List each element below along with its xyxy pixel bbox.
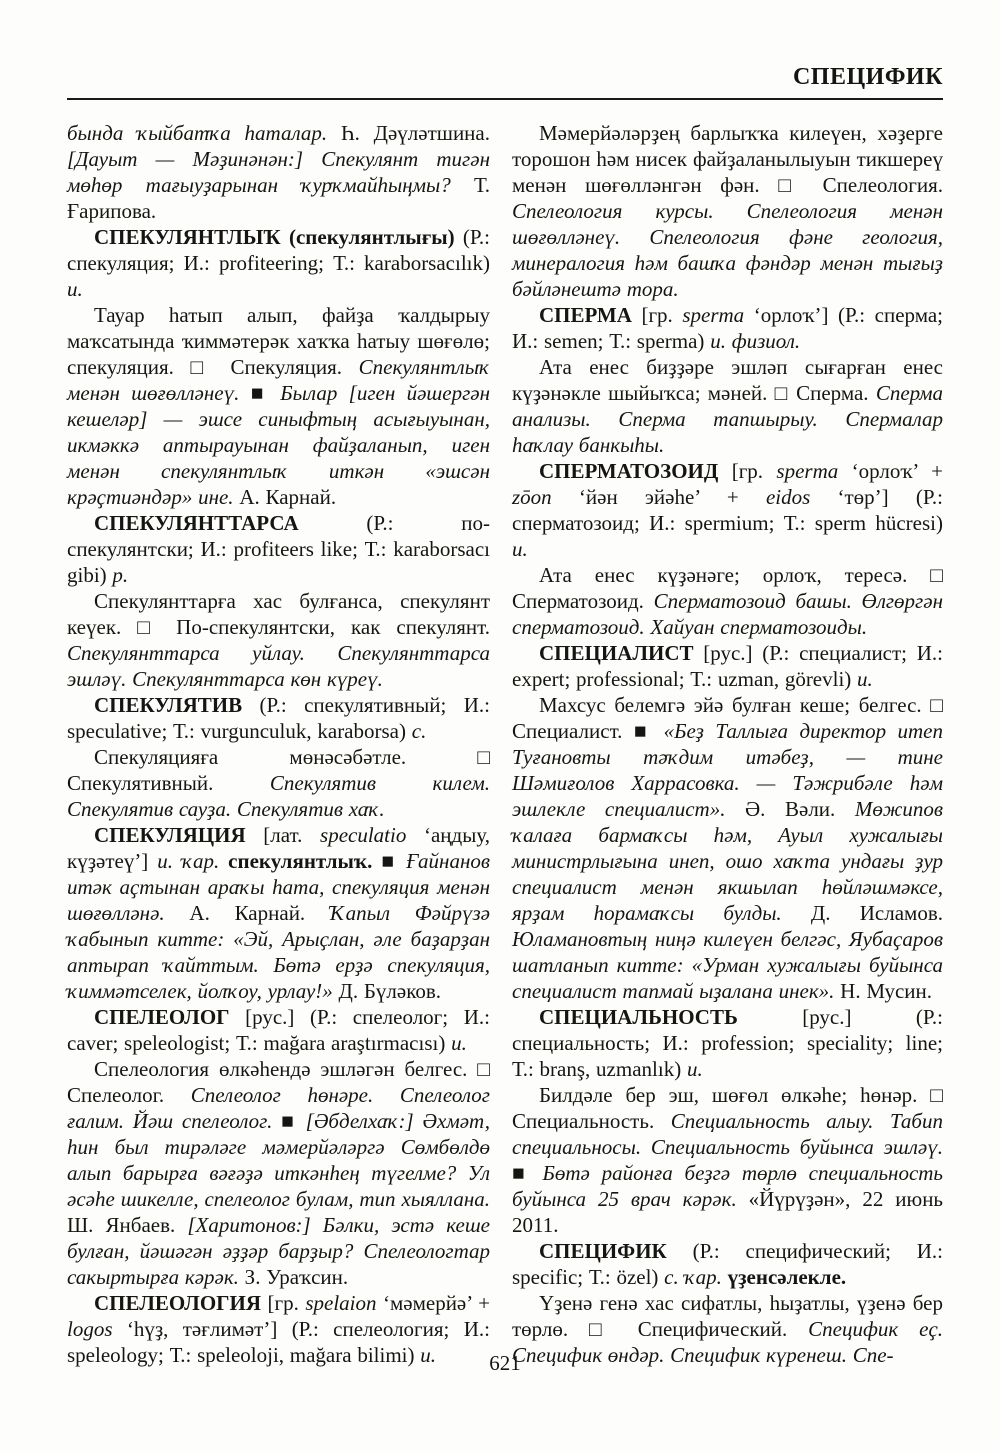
text-segment: ■ <box>512 1161 543 1185</box>
paragraph <box>512 692 943 1004</box>
text-segment: Спекулянтлыҡ менән шөғөлләнеү. <box>67 355 490 405</box>
text-segment: ‘орлоҡ’] (Р.: сперма; И.: semen; Т.: sperma) <box>512 303 943 353</box>
paragraph <box>512 1082 943 1238</box>
text-segment: и. <box>67 277 83 301</box>
text-segment: ■ <box>281 1109 306 1133</box>
paragraph <box>512 1004 943 1082</box>
paragraph <box>512 640 943 692</box>
paragraph <box>67 1004 490 1056</box>
text-segment: Спекулянттарса уйлау. Спекулянттарса эшләү. Спекулянттарса көн күреү. <box>67 641 490 691</box>
text-segment: [гр. <box>267 1291 306 1315</box>
text-columns <box>67 120 943 1368</box>
text-segment: Мәмерйәләрҙең барлыҡҡа килеүен, хәҙерге торошон һәм нисек файҙаланылыуын тикшереү менән шөғөлләнгән фән. □ Спелеология. <box>512 121 943 197</box>
text-segment: ■ <box>381 849 407 873</box>
page-footer <box>67 1350 943 1376</box>
paragraph <box>67 120 490 224</box>
text-segment: А. Карнай. <box>189 901 330 925</box>
text-segment: ‘мәмерйә’ + <box>382 1291 491 1315</box>
text-segment: үҙенсәлекле. <box>727 1265 847 1289</box>
text-segment: р. <box>112 563 129 587</box>
text-segment: Специальность алыу. Табип специальносы. Специальность буйынса эшләү. <box>512 1109 943 1159</box>
text-segment: и. <box>857 667 873 691</box>
text-segment: СПЕРМАТОЗОИД <box>539 459 732 483</box>
text-segment: [гр. <box>731 459 777 483</box>
text-segment: Юламановтың ниңә килеүен белгәс, Яубаҫаров шатланып китте: «Урман хужалығы буйынса специалист тапмай ыҙалана инек». <box>512 927 943 1003</box>
paragraph <box>512 1238 943 1290</box>
text-segment: Билдәле бер эш, шөғөл өлкәһе; һөнәр. □ Специальность. <box>512 1083 943 1133</box>
paragraph <box>67 224 490 302</box>
text-segment: Ата енес биҙҙәре эшләп сығарған енес күҙәнәкле шыйыҡса; мәней. □ Сперма. <box>512 355 943 405</box>
running-head: СПЕЦИФИК <box>792 64 943 90</box>
text-segment: СПЕЦИАЛИСТ <box>539 641 704 665</box>
left-column <box>67 120 490 1368</box>
header-rule <box>67 98 943 100</box>
text-segment: (Р.: по-спекулянтски; И.: profiteers like; Т.: karaborsacı gibi) <box>67 511 490 587</box>
text-segment: и. <box>420 1343 436 1367</box>
text-segment: Ә. Вәли. <box>745 797 855 821</box>
text-segment: ■ <box>250 381 281 405</box>
paragraph <box>512 458 943 562</box>
text-segment: [рус.] (Р.: специальность; И.: profession; speciality; line; Т.: branş, uzmanlık) <box>512 1005 943 1081</box>
text-segment: Былар [иген йәшергән кешеләр] — эшсе синыфтың асығыуынан, икмәккә аптырауынан файҙаланып, иген менән спекулянтлыҡ иткән «эшсән крәҫтиәндәр» ине. <box>67 381 490 509</box>
text-segment: Спелеолог һөнәре. Спелеолог ғалим. Йәш спелеолог. <box>67 1083 490 1133</box>
paragraph <box>67 744 490 822</box>
text-segment: Д. Исламов. <box>810 901 943 925</box>
text-segment: СПЕРМА <box>539 303 642 327</box>
paragraph <box>67 692 490 744</box>
text-segment: sperma <box>776 459 852 483</box>
text-segment: [лат. <box>263 823 321 847</box>
text-segment: СПЕКУЛЯТИВ <box>94 693 260 717</box>
text-segment: ‘һүҙ, тәғлимәт’] (Р.: спелеология; И.: speleology; Т.: speleoloji, mağara bilimi) <box>67 1317 490 1367</box>
right-column <box>512 120 943 1368</box>
text-segment: Т. Ғарипова. <box>67 173 490 223</box>
text-segment: [гр. <box>641 303 683 327</box>
text-segment: Ата енес күҙәнәге; орлоҡ, тересә. □ Сперматозоид. <box>512 563 943 613</box>
text-segment: СПЕЛЕОЛОГИЯ <box>94 1291 268 1315</box>
text-segment: Бөтә районға беҙгә төрлө специальность буйынса 25 врач кәрәк. <box>512 1161 943 1211</box>
paragraph <box>512 354 943 458</box>
paragraph <box>67 510 490 588</box>
text-segment: СПЕЛЕОЛОГ <box>94 1005 246 1029</box>
text-segment: Һ. Дәүләтшина. <box>340 121 490 145</box>
paragraph <box>512 302 943 354</box>
text-segment: с. <box>411 719 427 743</box>
text-segment: logos <box>67 1317 127 1341</box>
text-segment: zōon <box>512 485 579 509</box>
paragraph <box>67 302 490 510</box>
text-segment: eidos <box>765 485 838 509</box>
text-segment: Мөжипов ҡалаға бармаҡсы һәм, Ауыл хужалығы министрлығына инеп, ошо хаҡта ундағы ҙур специалист менән якшылап һөйләшмәксе, ярҙам һорамаҡсы булды. <box>512 797 943 925</box>
text-segment: СПЕКУЛЯНТТАРСА <box>94 511 367 535</box>
text-segment: [рус.] (Р.: спелеолог; И.: caver; speleologist; Т.: mağara araştırmacısı) <box>67 1005 490 1055</box>
text-segment: спекулянтлыҡ. <box>228 849 382 873</box>
text-segment: Сперматозоид башы. Өлгөргән сперматозоид. Хайуан сперматозоиды. <box>512 589 943 639</box>
text-segment: Спелеология өлкәһендә эшләгән белгес. □ Спелеолог. <box>67 1057 490 1107</box>
text-segment: Ҡапыл Фәйрүзә ҡабынып китте: «Эй, Арыҫлан, әле баҙарҙан аптырап ҡайттым. Бөтә ерҙә спекуляция, ҡиммәтселек, йолҡоу, урлау!» <box>67 901 491 1003</box>
text-segment: и. <box>686 1057 703 1081</box>
text-segment: [Әбделхаҡ:] Әхмәт, һин был тирәләге мәмерйәләргә Сөмбөлдө алып барырға вәғәҙә иткәнһең түгелме? Ул әсәһе шикелле, спелеолог булам, тип хыяллана. <box>67 1109 490 1211</box>
text-segment: и. физиол. <box>710 329 801 353</box>
text-segment: (Р.: специфический; И.: specific; Т.: özel) <box>512 1239 943 1289</box>
text-segment: А. Карнай. <box>239 485 337 509</box>
text-segment: Д. Бүләков. <box>338 979 442 1003</box>
text-segment: Үҙенә генә хас сифатлы, һыҙатлы, үҙенә бер төрлө. □ Специфический. <box>512 1291 943 1341</box>
page-number: 621 <box>489 1351 521 1375</box>
text-segment: Спекулятив килем. Спекулятив сауҙа. Спекулятив хаҡ. <box>67 771 491 821</box>
text-segment: Махсус белемгә эйә булған кеше; белгес. □ Специалист. ■ <box>512 693 943 743</box>
text-segment: [Харитонов:] Бәлки, эстә кеше булған, йәшәгән әҙҙәр барҙыр? Спелеологтар сакыртырға кәрәк. <box>67 1213 491 1289</box>
text-segment: ‘орлоҡ’ + <box>851 459 943 483</box>
text-segment: Спекуляцияға мөнәсәбәтле. □ Спекулятивный. <box>67 745 490 795</box>
text-segment: (Р.: спекулятивный; И.: speculative; Т.: vurgunculuk, karaborsa) <box>67 693 490 743</box>
text-segment: «Йүрүҙән», 22 июнь 2011. <box>512 1187 944 1237</box>
text-segment: и. ҡар. <box>157 849 229 873</box>
text-segment: [Дауыт — Мәҙинәнән:] Спекулянт тигән мөһөр тағыуҙарынан ҡурҡмайһыңмы? <box>67 147 490 197</box>
paragraph <box>67 588 490 692</box>
text-segment: Н. Мусин. <box>840 979 933 1003</box>
text-segment: СПЕКУЛЯЦИЯ <box>94 823 264 847</box>
text-segment: СПЕЦИФИК <box>539 1239 693 1263</box>
text-segment: Тауар һатып алып, файҙа ҡалдырыу маҡсатында ҡиммәтерәк хаҡҡа һатыу шөғөлө; спекуляция. □ Спекуляция. <box>67 303 490 379</box>
text-segment: и. <box>512 537 528 561</box>
text-segment: ‘йән эйәһе’ + <box>578 485 766 509</box>
text-segment: Ш. Янбаев. <box>67 1213 188 1237</box>
text-segment: СПЕКУЛЯНТЛЫҠ (спекулянтлығы) <box>94 225 463 249</box>
text-segment: и. <box>451 1031 467 1055</box>
text-segment: СПЕЦИАЛЬНОСТЬ <box>539 1005 803 1029</box>
text-segment: Спелеология курсы. Спелеология менән шөғөлләнеү. Спелеология фәне геология, минералогия һәм башҡа фәндәр менән тығыҙ бәйләнештә тора. <box>512 199 943 301</box>
text-segment: с. ҡар. <box>664 1265 728 1289</box>
text-segment: (Р.: спекуляция; И.: profiteering; Т.: karaborsacılık) <box>67 225 490 275</box>
text-segment: З. Ураҡсин. <box>244 1265 349 1289</box>
paragraph <box>512 562 943 640</box>
page-header <box>67 64 943 90</box>
text-segment: ‘аңдыу, күҙәтеү’] <box>67 823 490 873</box>
paragraph <box>67 1056 490 1290</box>
text-segment: Специфик еҫ. Специфик өндәр. Специфик күренеш. Спе- <box>512 1317 944 1367</box>
paragraph <box>512 120 943 302</box>
text-segment: Спекулянттарға хас булғанса, спекулянт кеүек. □ По-спекулянтски, как спекулянт. <box>67 589 490 639</box>
text-segment: spelaion <box>305 1291 383 1315</box>
text-segment: бында ҡыйбатҡа һаталар. <box>67 121 341 145</box>
text-segment: speculatio <box>320 823 424 847</box>
text-segment: sperma <box>682 303 754 327</box>
paragraph <box>67 822 490 1004</box>
text-segment: «Беҙ Таллыға директор итеп Туғановты тәҡдим итәбеҙ, — тине Шәмиғолов Харрасовка. — Тәжрибәле һәм эшлекле специалист». <box>512 719 943 821</box>
text-segment: ‘төр’] (Р.: сперматозоид; И.: spermium; Т.: sperm hücresi) <box>512 485 943 535</box>
text-segment: [рус.] (Р.: специалист; И.: expert; professional; Т.: uzman, görevli) <box>512 641 943 691</box>
text-segment: Сперма анализы. Сперма тапшырыу. Спермалар һаҡлау банкыһы. <box>512 381 943 457</box>
text-segment: Ғайнанов итәк аҫтынан араҡы һата, спекуляция менән шөғөлләнә. <box>67 849 490 925</box>
